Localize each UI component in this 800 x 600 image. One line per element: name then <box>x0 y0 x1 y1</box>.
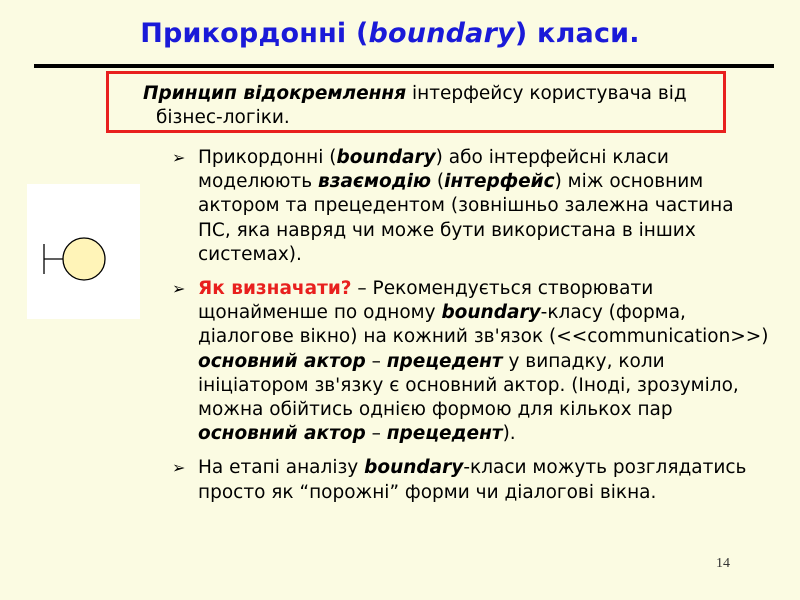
bullet-boundary-definition: ➢ Прикордонні (boundary) або інтерфейсні класи моделюють взаємодію (інтерфейс) між основним актором та прецедентом (зовнішньо залежна частина ПС, яка навряд чи може бути використана в інших системах). <box>172 147 734 265</box>
slide-title: Прикордонні (boundary) класи. <box>140 18 640 49</box>
principle-line2: бізнес-логіки. <box>156 107 290 128</box>
boundary-symbol-panel <box>27 184 140 319</box>
principle-line1: Принцип відокремлення інтерфейсу користувача від <box>143 83 687 104</box>
bullet-list <box>172 146 772 515</box>
principle-name: Принцип відокремлення <box>143 83 407 104</box>
arrow-bullet-icon: ➢ <box>172 279 186 299</box>
arrow-bullet-icon: ➢ <box>172 148 186 167</box>
title-emphasis: boundary <box>368 18 515 49</box>
bullet-how-to-identify: ➢ Як визначати? – Рекомендується створювати щонайменше по одному boundary-класу (форма, діалогове вікно) на кожний зв'язок (<<communication>>) основний актор – прецедент у випадку, коли ініціатором зв'язку є основний актор. (Іноді, зрозуміло, можна обійтись однією формою для кількох пар основний актор – прецедент). <box>172 278 769 445</box>
bullet-analysis-stage: ➢ На етапі аналізу boundary-класи можуть розглядатись просто як “порожні” форми чи діалогові вікна. <box>172 457 747 503</box>
principle-box <box>106 71 726 133</box>
arrow-bullet-icon: ➢ <box>172 458 186 478</box>
boundary-class-icon <box>27 184 140 319</box>
page-number: 14 <box>716 556 730 571</box>
title-divider <box>34 64 774 68</box>
